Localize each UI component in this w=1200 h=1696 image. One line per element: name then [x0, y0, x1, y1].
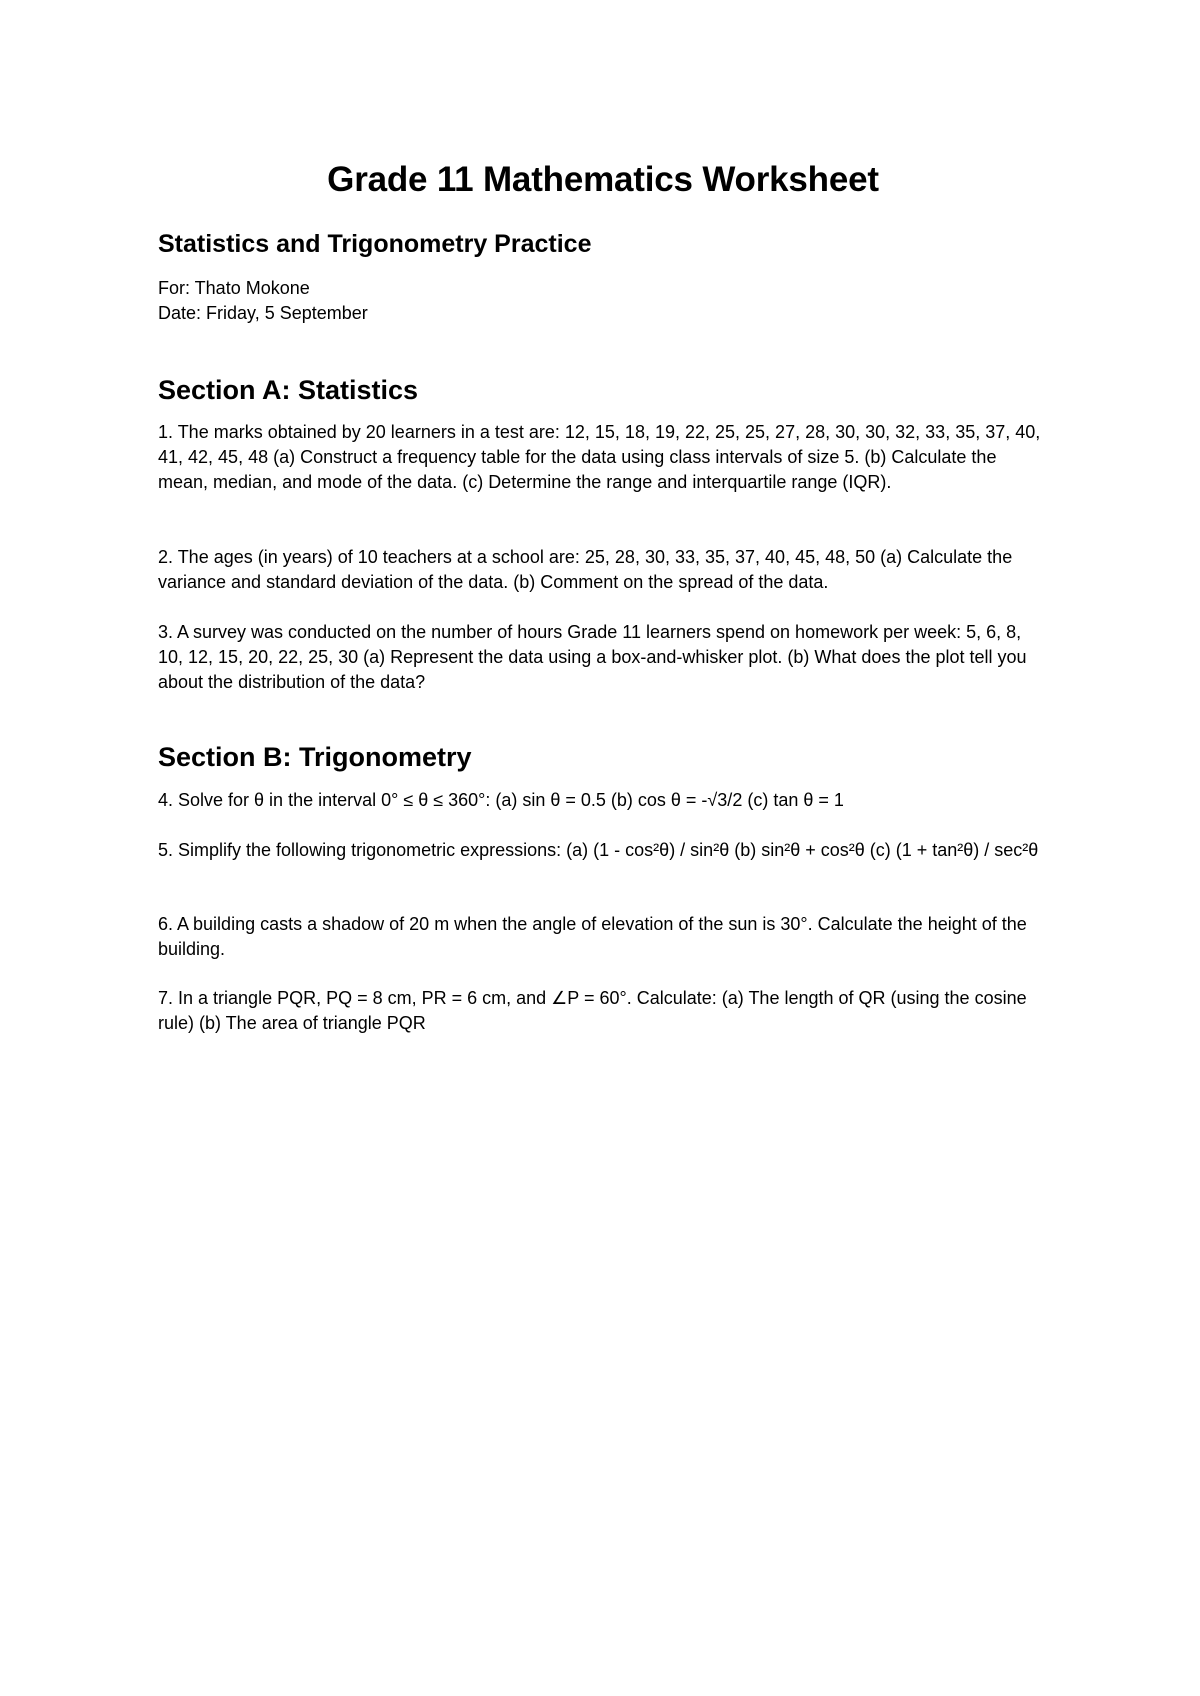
date-line: Date: Friday, 5 September — [158, 303, 368, 323]
section-a-heading: Section A: Statistics — [158, 375, 419, 405]
question-3: 3. A survey was conducted on the number of hours Grade 11 learners spend on homework per week: 5, 6, 8, 10, 12, 15, 20, 22, 25, 30 (a) Represent the data using a box-and-whisker plot. (b) What does the plot tell you about the distribution of the data? — [158, 622, 1027, 692]
question-1: 1. The marks obtained by 20 learners in a test are: 12, 15, 18, 19, 22, 25, 25, 27, 28, 30, 30, 32, 33, 35, 37, 40, 41, 42, 45, 48 (a) Construct a frequency table for the data using class intervals of size 5. (b) Calculate the mean, median, and mode of the data. (c) Determine the range and interquartile range (IQR). — [158, 422, 1041, 492]
question-5: 5. Simplify the following trigonometric expressions: (a) (1 - cos²θ) / sin²θ (b) sin²θ + cos²θ (c) (1 + tan²θ) / sec²θ — [158, 840, 1039, 860]
document-meta — [158, 276, 368, 326]
recipient-line: For: Thato Mokone — [158, 278, 310, 298]
question-7: 7. In a triangle PQR, PQ = 8 cm, PR = 6 cm, and ∠P = 60°. Calculate: (a) The length of QR (using the cosine rule) (b) The area of triangle PQR — [158, 988, 1027, 1033]
document-title: Grade 11 Mathematics Worksheet — [327, 160, 879, 199]
question-6: 6. A building casts a shadow of 20 m when the angle of elevation of the sun is 30°. Calculate the height of the building. — [158, 914, 1027, 959]
question-4: 4. Solve for θ in the interval 0° ≤ θ ≤ 360°: (a) sin θ = 0.5 (b) cos θ = -√3/2 (c) tan θ = 1 — [158, 790, 844, 810]
document-subtitle: Statistics and Trigonometry Practice — [158, 230, 592, 258]
question-2: 2. The ages (in years) of 10 teachers at a school are: 25, 28, 30, 33, 35, 37, 40, 45, 48, 50 (a) Calculate the variance and standard deviation of the data. (b) Comment on the spread of the data. — [158, 547, 1013, 592]
section-b-heading: Section B: Trigonometry — [158, 742, 472, 772]
